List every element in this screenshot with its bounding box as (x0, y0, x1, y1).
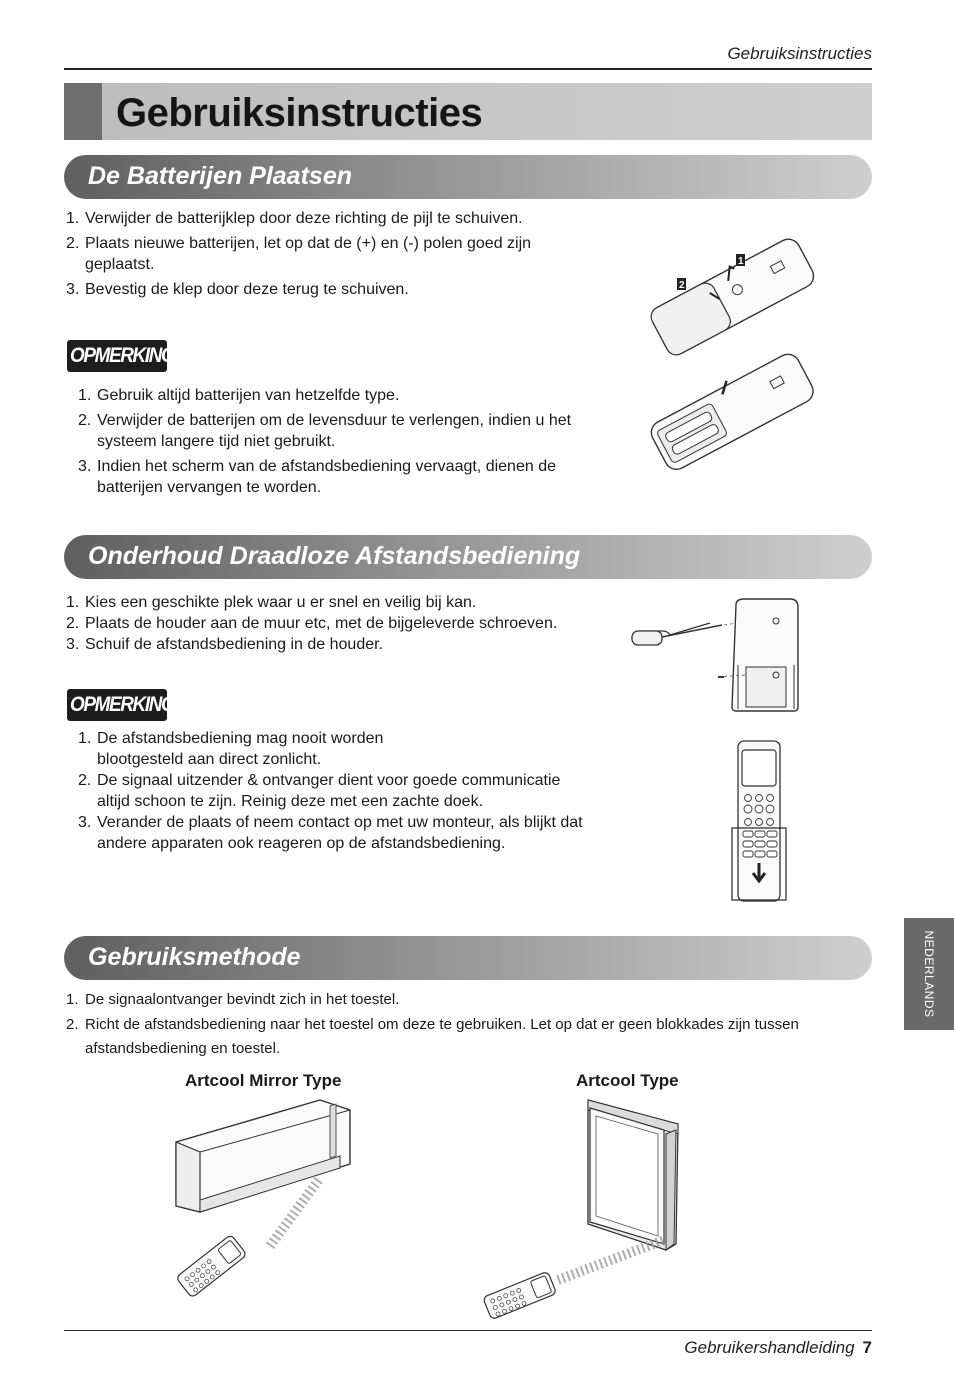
list-item: 1. Gebruik altijd batterijen van hetzelfde type. (78, 387, 400, 404)
page-title: Gebruiksinstructies (116, 91, 483, 135)
footer-rule (64, 1330, 872, 1331)
list-item: 3. Indien het scherm van de afstandsbediening vervaagt, dienen de batterijen vervangen te worden. (78, 458, 556, 496)
maintenance-steps (66, 592, 606, 655)
footer (684, 1338, 872, 1358)
section-heading-usage (64, 936, 872, 980)
list-item: 1. Verwijder de batterijklep door deze richting de pijl te schuiven. (66, 210, 523, 227)
list-item: 2. De signaal uitzender & ontvanger dient voor goede communicatie altijd schoon te zijn. Reinig deze met een zachte doek. (78, 772, 561, 810)
title-band (64, 83, 872, 140)
language-side-tab: NEDERLANDS (904, 918, 954, 1030)
list-item: 1. De signaalontvanger bevindt zich in het toestel. (66, 991, 400, 1008)
maintenance-notes (78, 728, 598, 854)
list-item: 1. De afstandsbediening mag nooit worden blootgesteld aan direct zonlicht. (78, 730, 384, 768)
section-heading-maintenance (64, 535, 872, 579)
remote-battery-cover-illustration (640, 232, 820, 362)
caption-artcool: Artcool Type (576, 1071, 679, 1090)
section-heading-text: Gebruiksmethode (88, 943, 301, 971)
remote-battery-inserted-illustration (640, 345, 820, 480)
callout-2-label: 2 (679, 280, 685, 291)
note-badge: OPMERKING (67, 689, 167, 721)
wall-holder-illustration (626, 595, 806, 713)
callout-1-label: 1 (738, 256, 744, 267)
note-badge: OPMERKING (67, 340, 167, 372)
list-item: 3. Bevestig de klep door deze terug te schuiven. (66, 281, 409, 298)
usage-steps (66, 988, 866, 1062)
section-heading-text: Onderhoud Draadloze Afstandsbediening (88, 542, 581, 570)
header-rule (64, 68, 872, 70)
running-header: Gebruiksinstructies (727, 44, 872, 63)
battery-steps (66, 208, 586, 304)
artcool-unit-illustration (478, 1094, 698, 1319)
page-number: 7 (862, 1338, 872, 1357)
list-item: 2. Verwijder de batterijen om de levensduur te verlengen, indien u het systeem langere tijd niet gebruikt. (78, 412, 572, 450)
footer-manual: Gebruikershandleiding (684, 1338, 855, 1357)
list-item: 2. Plaats de houder aan de muur etc, met de bijgeleverde schroeven. (66, 615, 558, 632)
list-item: 3. Schuif de afstandsbediening in de houder. (66, 636, 384, 653)
caption-artcool-mirror: Artcool Mirror Type (185, 1071, 342, 1090)
remote-in-holder-illustration (728, 738, 788, 903)
list-item: 3. Verander de plaats of neem contact op met uw monteur, als blijkt dat andere apparaten ook reageren op de afstandsbediening. (78, 814, 583, 852)
title-block (64, 83, 102, 140)
list-item: 2. Richt de afstandsbediening naar het toestel om deze te gebruiken. Let op dat er geen blokkades zijn tussen afstandsbediening en toestel. (66, 1016, 799, 1057)
battery-notes (78, 385, 588, 502)
list-item: 1. Kies een geschikte plek waar u er snel en veilig bij kan. (66, 594, 477, 611)
artcool-mirror-unit-illustration (170, 1096, 370, 1301)
list-item: 2. Plaats nieuwe batterijen, let op dat de (+) en (-) polen goed zijn geplaatst. (66, 235, 532, 273)
section-heading-text: De Batterijen Plaatsen (88, 162, 352, 190)
section-heading-batteries (64, 155, 872, 199)
